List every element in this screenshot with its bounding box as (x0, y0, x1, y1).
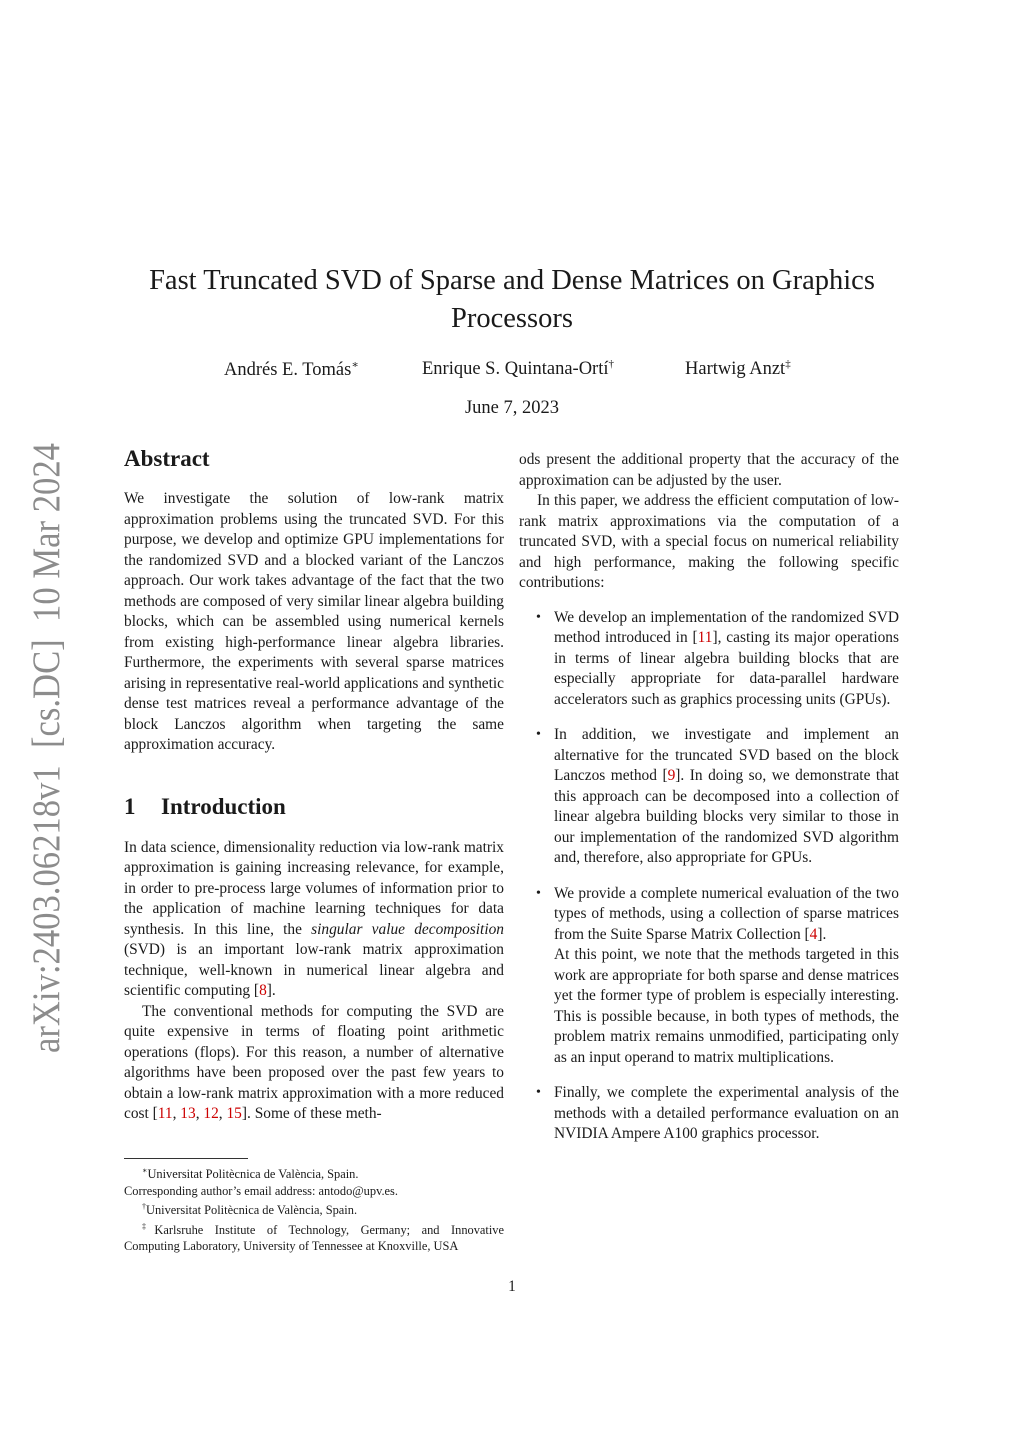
footnotes (124, 1158, 504, 1255)
intro-paragraph-1 (124, 838, 504, 1002)
paper-title: Fast Truncated SVD of Sparse and Dense Matrices on Graphics Processors (149, 265, 875, 334)
contribution-2-text-a: In addition, we investigate and implement an alternative for the truncated SVD based on the block Lanczos method [ (554, 726, 899, 784)
intro-p1-emphasis: singular value decomposition (311, 920, 504, 938)
intro-p2-text-b: ]. Some of these meth- (241, 1105, 382, 1122)
citation-link[interactable]: 9 (667, 767, 676, 784)
citation-separator: , (218, 1105, 227, 1122)
citation-link[interactable]: 8 (259, 982, 267, 999)
citation-link[interactable]: 11 (697, 629, 713, 646)
footnote-3 (124, 1219, 504, 1255)
footnote-rule (124, 1158, 248, 1159)
paper-date: June 7, 2023 (464, 398, 560, 418)
footnote-1-text: Universitat Politècnica de València, Spain. (147, 1167, 359, 1182)
contribution-4-text: Finally, we complete the experimental analysis of the methods with a detailed performance evaluation on an NVIDIA Ampere A100 graphics processor. (554, 1084, 899, 1142)
author-3-name: Hartwig Anzt (685, 359, 786, 380)
footnote-2-text: Universitat Politècnica de València, Spain. (146, 1203, 358, 1218)
intro-p2-text-a: The conventional methods for computing the SVD are quite expensive in terms of floating point arithmetic operations (flops). For this reason, a number of alternative algorithms have been proposed over the past few years to obtain a low-rank matrix approximation with a more reduced cost [ (124, 1002, 504, 1122)
author-3 (685, 358, 791, 380)
author-1-name: Andrés E. Tomás (224, 360, 352, 381)
citation-link[interactable]: 4 (809, 925, 818, 943)
contribution-1-text-a: We develop an implementation of the randomized SVD method introduced in [ (554, 608, 899, 646)
footnote-1-mark: ∗ (142, 1166, 148, 1175)
right-column (519, 450, 899, 1145)
arxiv-stamp (0, 0, 100, 1448)
left-column (124, 444, 504, 1125)
footnote-2-mark: † (142, 1202, 146, 1212)
citation-separator: , (195, 1105, 204, 1122)
bullet-icon: • (536, 885, 541, 901)
intro-paragraph-3: In this paper, we address the efficient computation of low-rank matrix approximations via the computation of a truncated SVD, with a special focus on numerical reliability and high performance, making the following specific contributions: (519, 492, 899, 591)
author-list (100, 358, 924, 382)
author-2-name: Enrique S. Quintana-Ortí (422, 359, 609, 380)
contribution-item-2 (519, 725, 899, 869)
contribution-2-text-b: ]. In doing so, we demonstrate that this approach can be decomposed into a collection of linear algebra building blocks very similar to those in our implementation of the randomized SVD algorithm and, therefore, also appropriate for GPUs. (554, 767, 899, 866)
citation-link[interactable]: 13 (180, 1105, 196, 1122)
author-1 (224, 358, 359, 381)
intro-p1-text-a: In data science, dimensionality reduction via low-rank matrix approximation is gaining increasing relevance, for example, in order to pre-process large volumes of information prior to the application of machine learning techniques for data synthesis. In this line, the (124, 838, 504, 938)
citation-link[interactable]: 12 (203, 1105, 219, 1122)
introduction-heading (124, 792, 504, 822)
arxiv-stamp-svg (0, 0, 100, 1448)
bullet-icon: • (536, 727, 541, 742)
abstract-heading: Abstract (124, 446, 210, 471)
footnote-3-text: Karlsruhe Institute of Technology, Germany; and Innovative Computing Laboratory, University of Tennessee at Knoxville, USA (124, 1222, 504, 1254)
footnote-2 (124, 1199, 504, 1219)
bullet-icon: • (536, 1085, 541, 1100)
author-2-mark: † (608, 358, 614, 370)
author-2 (422, 358, 614, 380)
contribution-item-3 (519, 884, 899, 1069)
author-3-mark: ‡ (785, 358, 791, 370)
intro-paragraph-2 (124, 1002, 504, 1125)
citation-link[interactable]: 11 (157, 1105, 173, 1122)
abstract-text: We investigate the solution of low-rank matrix approximation problems using the truncated SVD. For this purpose, we develop and optimize GPU implementations for the randomized SVD and a blocked variant of the Lanczos approach. Our work takes advantage of the fact that the two methods are composed of very similar linear algebra building blocks, which can be assembled using numerical kernels from existing high-performance linear algebra libraries. Furthermore, the experiments with several sparse matrices arising in representative real-world applications and synthetic dense test matrices reveal a performance advantage of the block Lanczos algorithm when targeting the same approximation accuracy. (124, 490, 504, 753)
section-number: 1 (124, 793, 136, 819)
contribution-item-4 (519, 1083, 899, 1145)
bullet-icon: • (536, 609, 541, 625)
page-number: 1 (508, 1278, 516, 1295)
footnote-1-email: Corresponding author’s email address: antodo@upv.es. (124, 1183, 398, 1198)
intro-p1-text-b: (SVD) is an important low-rank matrix approximation technique, well-known in numerical linear algebra and scientific computing [ (124, 941, 504, 999)
intro-paragraph-2-continued: ods present the additional property that the accuracy of the approximation can be adjusted by the user. (519, 451, 899, 489)
contributions-list (519, 608, 899, 1145)
footnote-1 (124, 1163, 504, 1183)
section-title: Introduction (161, 793, 286, 819)
author-1-mark: ∗ (351, 359, 359, 371)
arxiv-id: arXiv:2403.06218v1 [cs.DC] 10 Mar 2024 (25, 366, 68, 1053)
contribution-3-text-b: ]. (817, 925, 827, 943)
citation-link[interactable]: 15 (226, 1105, 242, 1122)
intro-p1-text-c: ]. (266, 982, 276, 999)
footnote-3-mark: ‡ (142, 1221, 155, 1231)
contribution-3-paragraph-2: At this point, we note that the methods targeted in this work are appropriate for both sparse and dense matrices yet the former type of problem is especially interesting. This is possible because, in both types of methods, the problem matrix remains unmodified, participating only as an input operand to matrix multiplications. (554, 946, 899, 1066)
contribution-item-1 (519, 608, 899, 711)
contribution-3-text-a: We provide a complete numerical evaluation of the two types of methods, using a collection of sparse matrices from the Suite Sparse Matrix Collection [ (554, 884, 899, 943)
citation-separator: , (172, 1105, 181, 1122)
contribution-1-text-b: ], casting its major operations in terms of linear algebra building blocks that are especially appropriate for data-parallel hardware accelerators such as graphics processing units (GPUs). (554, 629, 899, 708)
